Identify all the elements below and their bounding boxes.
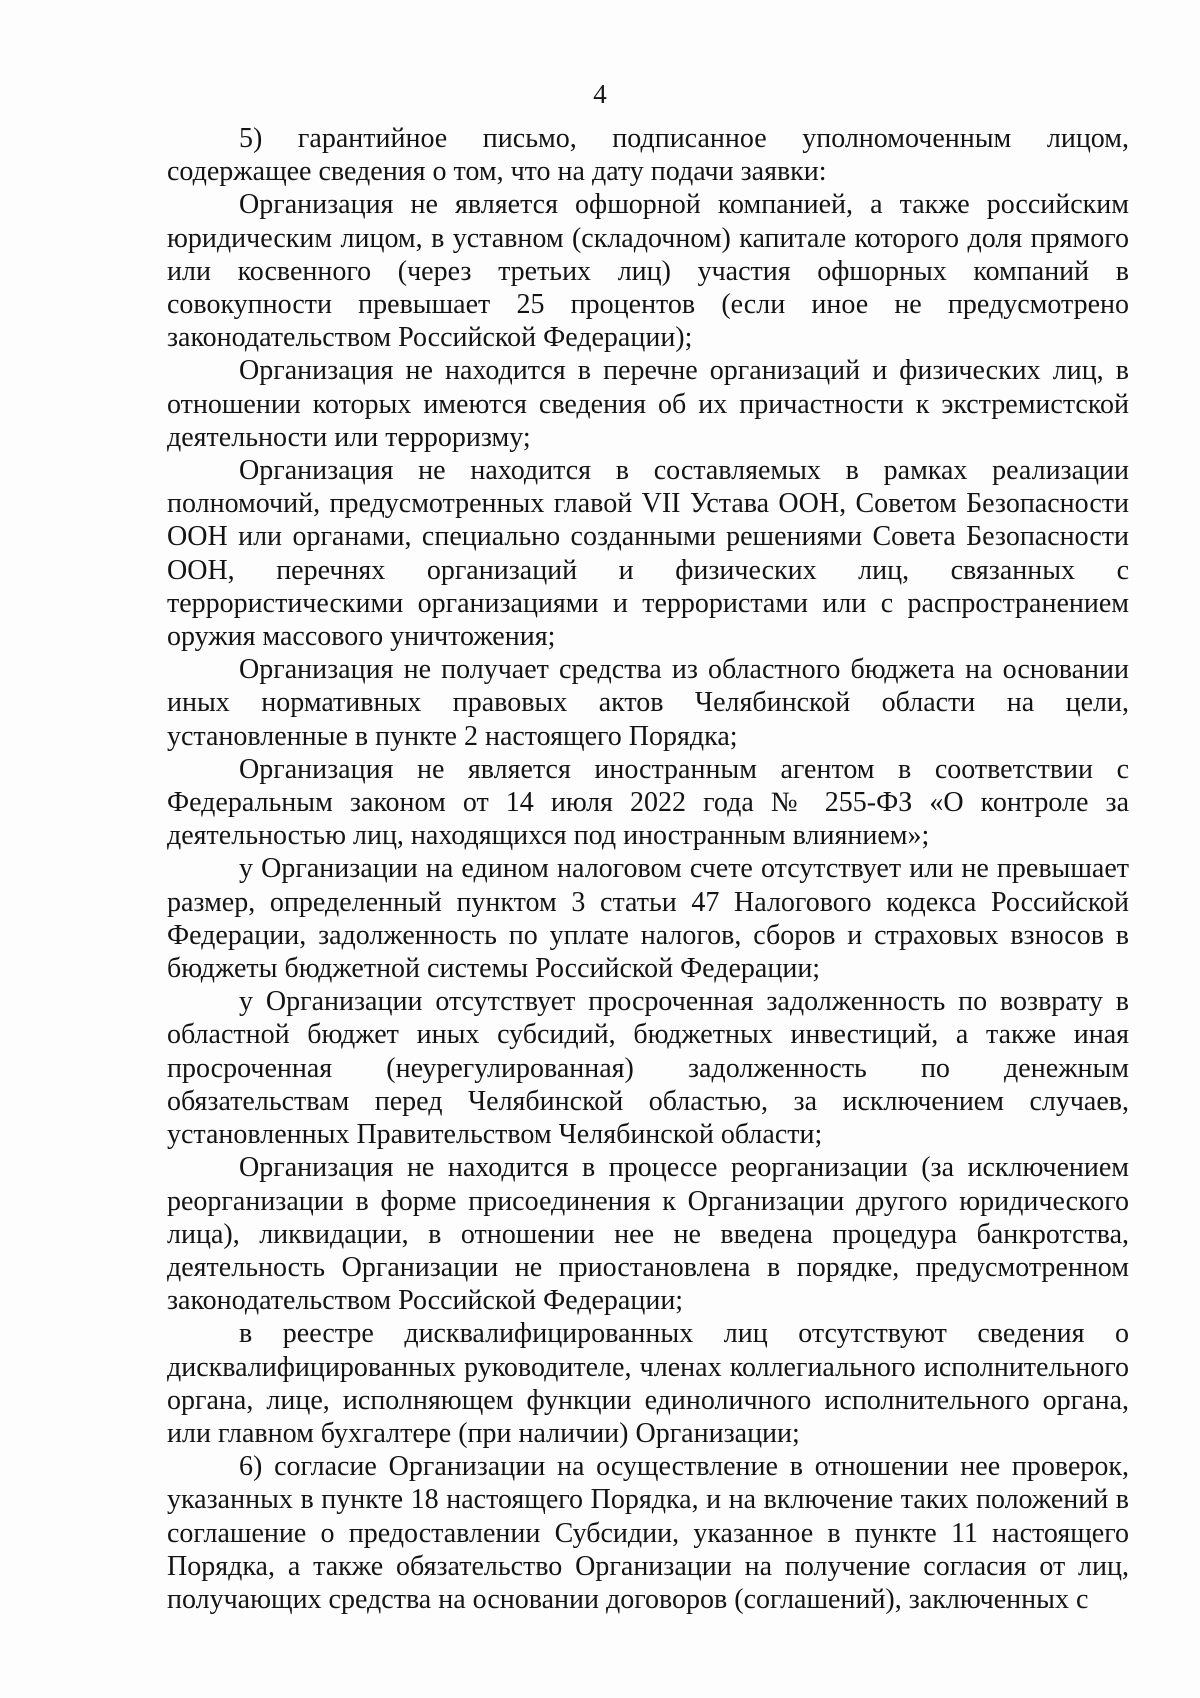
paragraph-tax-account: у Организации на едином налоговом счете отсутствует или не превышает размер, определенный пунктом 3 статьи 47 Налогового кодекса Российской Федерации, задолженность по уплате налогов, сборов и страховых взносов в бюджеты бюджетной системы Российской Федерации;: [167, 853, 1129, 985]
page-number: 4: [593, 79, 607, 109]
paragraph-item-5: 5) гарантийное письмо, подписанное уполномоченным лицом, содержащее сведения о том, что на дату подачи заявки:: [167, 123, 1129, 188]
paragraph-overdue-debt: у Организации отсутствует просроченная задолженность по возврату в областной бюджет иных субсидий, бюджетных инвестиций, а также иная просроченная (неурегулированная) задолженность по денежным обязательствам перед Челябинской областью, за исключением случаев, установленных Правительством Челябинской области;: [167, 986, 1129, 1151]
paragraph-un-lists: Организация не находится в составляемых в рамках реализации полномочий, предусмотренных главой VII Устава ООН, Советом Безопасности ООН или органами, специально созданными решениями Совета Безопасности ООН, перечнях организаций и физических лиц, связанных с террористическими организациями и террористами или с распространением оружия массового уничтожения;: [167, 455, 1129, 653]
paragraph-reorganization: Организация не находится в процессе реорганизации (за исключением реорганизации в форме присоединения к Организации другого юридического лица), ликвидации, в отношении нее не введена процедура банкротства, деятельность Организации не приостановлена в порядке, предусмотренном законодательством Российской Федерации;: [167, 1152, 1129, 1317]
document-body: [167, 122, 1129, 1616]
paragraph-foreign-agent: Организация не является иностранным агентом в соответствии с Федеральным законом от 14 июля 2022 года № 255-ФЗ «О контроле за деятельностью лиц, находящихся под иностранным влиянием»;: [167, 753, 1129, 852]
paragraph-disqualified-registry: в реестре дисквалифицированных лиц отсутствуют сведения о дисквалифицированных руководителе, членах коллегиального исполнительного органа, лице, исполняющем функции единоличного исполнительного органа, или главном бухгалтере (при наличии) Организации;: [167, 1318, 1129, 1449]
paragraph-item-6: 6) согласие Организации на осуществление в отношении нее проверок, указанных в пункте 18 настоящего Порядка, и на включение таких положений в соглашение о предоставлении Субсидии, указанное в пункте 11 настоящего Порядка, а также обязательство Организации на получение согласия от лиц, получающих средства на основании договоров (соглашений), заключенных с: [167, 1451, 1129, 1615]
paragraph-regional-budget: Организация не получает средства из областного бюджета на основании иных нормативных правовых актов Челябинской области на цели, установленные в пункте 2 настоящего Порядка;: [167, 654, 1129, 752]
paragraph-extremism: Организация не находится в перечне организаций и физических лиц, в отношении которых имеются сведения об их причастности к экстремистской деятельности или терроризму;: [167, 355, 1129, 453]
paragraph-offshore: Организация не является офшорной компанией, а также российским юридическим лицом, в уставном (складочном) капитале которого доля прямого или косвенного (через третьих лиц) участия офшорных компаний в совокупности превышает 25 процентов (если иное не предусмотрено законодательством Российской Федерации);: [167, 189, 1129, 354]
